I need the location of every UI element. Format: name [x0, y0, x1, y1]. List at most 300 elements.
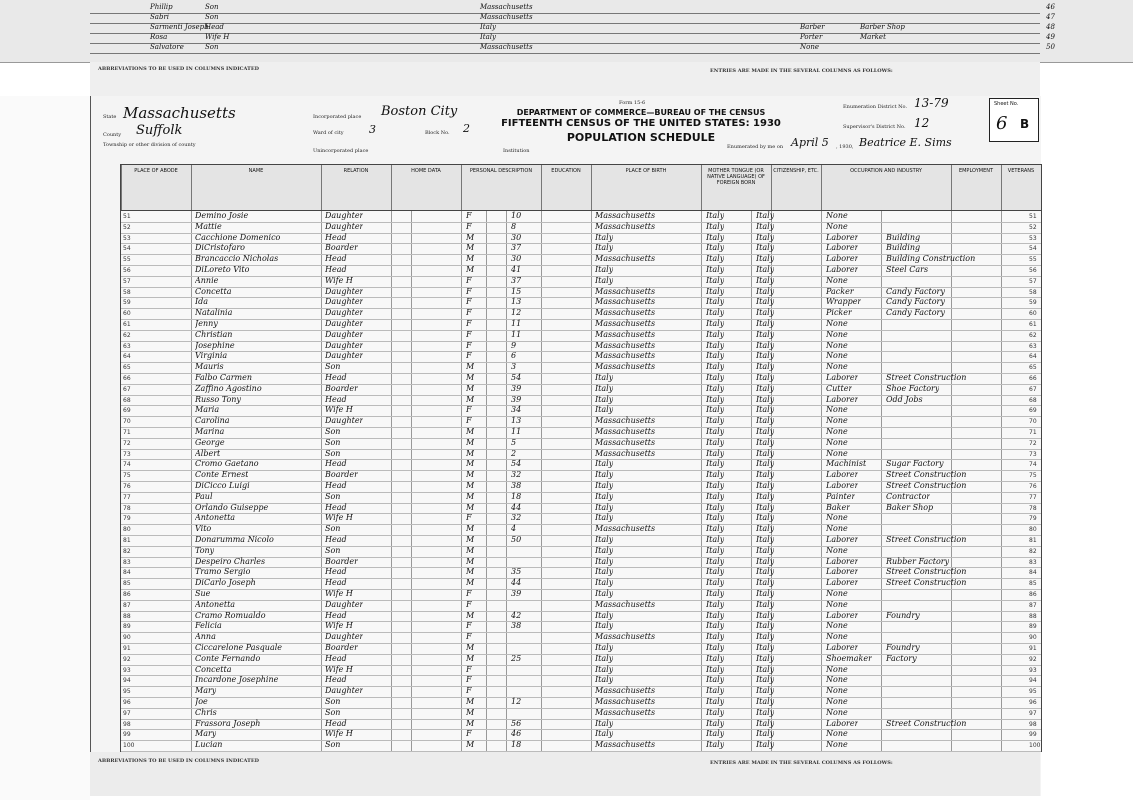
father-birthplace: Italy: [706, 707, 725, 717]
father-birthplace: Italy: [706, 470, 725, 480]
birthplace: Italy: [595, 513, 614, 523]
relation: Head: [325, 265, 347, 274]
row-number: 94: [123, 677, 131, 685]
relation: Son: [325, 740, 341, 750]
sex: F: [466, 632, 472, 642]
age: 11: [511, 319, 522, 328]
row-number-right: 72: [1029, 439, 1037, 447]
sex: M: [466, 481, 475, 490]
age: 32: [511, 470, 522, 480]
relation: Son: [205, 43, 219, 51]
sex: M: [466, 545, 475, 555]
mother-birthplace: Italy: [756, 653, 775, 663]
person-name: Anna: [195, 632, 216, 642]
row-number: 65: [123, 364, 131, 372]
relation: Daughter: [325, 297, 364, 307]
sheet-side: B: [1020, 117, 1030, 131]
person-name: Phillip: [150, 3, 173, 11]
relation: Son: [325, 491, 341, 501]
relation: Head: [325, 254, 347, 264]
father-birthplace: Italy: [706, 632, 725, 642]
occupation: Laborer: [826, 481, 859, 490]
industry: Contractor: [886, 491, 931, 501]
row-number: 89: [123, 623, 131, 631]
father-birthplace: Italy: [706, 675, 725, 685]
mother-birthplace: Italy: [756, 707, 775, 717]
sex: M: [466, 373, 475, 382]
row-number-right: 95: [1029, 688, 1037, 696]
relation: Boarder: [325, 383, 358, 393]
person-name: Tramo Sergio: [195, 567, 251, 577]
population-grid: [120, 210, 1042, 752]
age: 44: [511, 578, 522, 588]
row-number: 51: [123, 213, 131, 220]
person-name: Annie: [195, 275, 219, 285]
enumerated-label: Enumerated by me on: [727, 144, 784, 150]
occupation: Laborer: [826, 470, 859, 480]
row-number: 100: [123, 742, 135, 750]
relation: Head: [325, 535, 347, 544]
column-header-band: [120, 164, 1042, 212]
occupation: Laborer: [826, 243, 859, 253]
row-number: 71: [123, 429, 131, 436]
sheet-label: Sheet No.: [994, 101, 1019, 107]
column-group-header: EMPLOYMENT: [958, 168, 994, 174]
column-divider: [391, 165, 392, 211]
person-name: George: [195, 437, 225, 447]
age: 42: [511, 610, 522, 620]
row-number-right: 58: [1029, 288, 1037, 296]
birthplace: Italy: [595, 265, 614, 274]
person-name: Marina: [195, 427, 225, 436]
row-number-right: 75: [1029, 472, 1037, 480]
row-number: 81: [123, 537, 131, 544]
person-name: Tony: [195, 545, 215, 555]
occupation: Barber: [800, 23, 825, 31]
mother-birthplace: Italy: [756, 524, 775, 534]
grid-row-line: [121, 686, 1041, 687]
relation: Head: [325, 232, 347, 242]
father-birthplace: Italy: [706, 686, 725, 696]
age: 37: [511, 243, 522, 253]
occupation: Laborer: [826, 718, 859, 728]
birthplace: Italy: [595, 643, 614, 652]
relation: Head: [325, 653, 347, 663]
row-number-right: 62: [1029, 331, 1037, 339]
birthplace: Massachusetts: [480, 13, 533, 21]
sheet-value: 6: [996, 113, 1008, 134]
row-number: 87: [123, 601, 131, 609]
person-name: Conte Fernando: [195, 653, 261, 663]
person-name: Josephine: [195, 340, 235, 350]
person-name: Cacchione Domenico: [195, 232, 281, 242]
person-name: Concetta: [195, 664, 232, 674]
person-name: DiCarlo Joseph: [195, 578, 256, 588]
birthplace: Italy: [595, 491, 614, 501]
father-birthplace: Italy: [706, 448, 725, 458]
row-number: 80: [123, 526, 131, 534]
ward-value: 3: [369, 123, 376, 136]
sex: M: [466, 470, 475, 480]
occupation: None: [826, 686, 848, 696]
industry: Sugar Factory: [886, 459, 944, 469]
mother-birthplace: Italy: [756, 243, 775, 253]
sex: F: [466, 211, 472, 220]
occupation: None: [826, 437, 848, 447]
sex: M: [466, 524, 475, 534]
row-number-right: 89: [1029, 623, 1037, 631]
sex: M: [466, 697, 475, 706]
mother-birthplace: Italy: [756, 405, 775, 415]
relation: Son: [325, 362, 341, 372]
father-birthplace: Italy: [706, 502, 725, 512]
age: 13: [511, 297, 522, 307]
row-number-right: 85: [1029, 580, 1037, 588]
row-number-right: 93: [1029, 666, 1037, 674]
column-divider: [951, 165, 952, 211]
age: 30: [511, 232, 522, 242]
person-name: Lucian: [195, 740, 223, 750]
column-divider: [591, 165, 592, 211]
mother-birthplace: Italy: [756, 740, 775, 750]
father-birthplace: Italy: [706, 265, 725, 274]
occupation: None: [826, 340, 848, 350]
relation: Boarder: [325, 470, 358, 480]
left-margin: [0, 96, 90, 800]
age: 39: [511, 589, 522, 598]
person-name: Cramo Romualdo: [195, 610, 266, 620]
father-birthplace: Italy: [706, 535, 725, 544]
age: 34: [511, 405, 522, 415]
sex: M: [466, 243, 475, 253]
column-divider: [121, 165, 122, 211]
census-title: FIFTEENTH CENSUS OF THE UNITED STATES: 1930: [501, 118, 781, 129]
industry: Foundry: [886, 610, 920, 620]
state-value: Massachusetts: [123, 104, 236, 122]
row-number: 66: [123, 375, 131, 382]
occupation: None: [826, 351, 848, 361]
row-number-right: 56: [1029, 267, 1037, 274]
relation: Boarder: [325, 643, 358, 652]
relation: Daughter: [325, 351, 364, 361]
father-birthplace: Italy: [706, 643, 725, 652]
place-value: Boston City: [381, 104, 458, 119]
person-name: Demino Josie: [195, 211, 249, 220]
sex: F: [466, 275, 472, 285]
birthplace: Italy: [595, 232, 614, 242]
row-number: 52: [123, 223, 131, 231]
birthplace: Massachusetts: [595, 362, 656, 372]
occupation: None: [800, 43, 819, 51]
age: 9: [511, 340, 517, 350]
mother-birthplace: Italy: [756, 383, 775, 393]
sex: F: [466, 297, 472, 307]
row-number-right: 94: [1029, 677, 1037, 685]
father-birthplace: Italy: [706, 578, 725, 588]
sex: M: [466, 535, 475, 544]
father-birthplace: Italy: [706, 221, 725, 231]
mother-birthplace: Italy: [756, 340, 775, 350]
father-birthplace: Italy: [706, 373, 725, 382]
birthplace: Massachusetts: [595, 211, 656, 220]
mother-birthplace: Italy: [756, 675, 775, 685]
row-number: 98: [123, 720, 131, 728]
institution-label: Institution: [503, 148, 530, 154]
industry: Building: [886, 243, 921, 253]
row-number: 62: [123, 331, 131, 339]
mother-birthplace: Italy: [756, 632, 775, 642]
occupation: Cutter: [826, 383, 853, 393]
relation: Head: [325, 567, 347, 577]
person-name: Albert: [195, 448, 221, 458]
person-name: Jenny: [195, 319, 218, 328]
sex: F: [466, 513, 472, 523]
relation: Daughter: [325, 329, 364, 339]
column-divider: [771, 165, 772, 211]
relation: Boarder: [325, 243, 358, 253]
relation: Daughter: [325, 686, 364, 696]
row-number-right: 79: [1029, 515, 1037, 523]
grid-row-line: [121, 589, 1041, 590]
block-value: 2: [463, 122, 470, 135]
age: 38: [511, 481, 522, 490]
row-number: 73: [123, 450, 131, 458]
grid-row-line: [121, 449, 1041, 450]
relation: Daughter: [325, 286, 364, 296]
row-number-right: 99: [1029, 731, 1037, 739]
row-number: 68: [123, 396, 131, 404]
prev-sheet-row-line: [90, 34, 1040, 44]
district-label: Enumeration District No.: [843, 104, 908, 110]
person-name: Antonetta: [195, 599, 236, 609]
sex: M: [466, 459, 475, 469]
row-number-right: 78: [1029, 504, 1037, 512]
occupation: None: [826, 621, 848, 631]
industry: Street Construction: [886, 481, 967, 490]
sex: F: [466, 686, 472, 696]
prev-sheet-row-line: [90, 44, 1040, 54]
department-title: DEPARTMENT OF COMMERCE—BUREAU OF THE CENSUS: [516, 108, 766, 117]
sex: M: [466, 502, 475, 512]
grid-row-line: [121, 438, 1041, 439]
occupation: None: [826, 729, 848, 739]
row-number: 77: [123, 493, 131, 501]
birthplace: Massachusetts: [595, 524, 656, 534]
column-group-header: NAME: [248, 168, 264, 174]
sex: M: [466, 718, 475, 728]
sex: M: [466, 610, 475, 620]
mother-birthplace: Italy: [756, 362, 775, 372]
age: 54: [511, 459, 522, 469]
father-birthplace: Italy: [706, 697, 725, 706]
person-name: Russo Tony: [195, 394, 241, 404]
sex: F: [466, 351, 472, 361]
place-label: Incorporated place: [313, 114, 362, 120]
mother-birthplace: Italy: [756, 416, 775, 426]
birthplace: Italy: [595, 567, 614, 577]
row-number: 75: [123, 472, 131, 480]
person-name: Natalinia: [195, 308, 233, 318]
father-birthplace: Italy: [706, 481, 725, 490]
occupation: None: [826, 545, 848, 555]
father-birthplace: Italy: [706, 621, 725, 631]
row-number: 88: [123, 612, 131, 620]
sex: F: [466, 319, 472, 328]
age: 4: [511, 524, 517, 534]
father-birthplace: Italy: [706, 329, 725, 339]
father-birthplace: Italy: [706, 394, 725, 404]
state-label: State: [103, 114, 117, 120]
occupation: None: [826, 599, 848, 609]
relation: Daughter: [325, 340, 364, 350]
row-number: 82: [123, 547, 131, 555]
mother-birthplace: Italy: [756, 329, 775, 339]
industry: Street Construction: [886, 578, 967, 588]
row-number-right: 76: [1029, 483, 1037, 490]
person-name: Incardone Josephine: [195, 675, 279, 685]
sex: M: [466, 254, 475, 264]
person-name: Mary: [195, 686, 217, 696]
row-number: 92: [123, 655, 131, 663]
age: 35: [511, 567, 522, 577]
county-value: Suffolk: [136, 123, 183, 138]
relation: Son: [325, 707, 341, 717]
mother-birthplace: Italy: [756, 556, 775, 566]
father-birthplace: Italy: [706, 405, 725, 415]
column-divider: [541, 165, 542, 211]
abbrev-title-bottom: ABBREVIATIONS TO BE USED IN COLUMNS INDICATED: [98, 758, 259, 764]
grid-row-line: [121, 351, 1041, 352]
mother-birthplace: Italy: [756, 394, 775, 404]
father-birthplace: Italy: [706, 254, 725, 264]
relation: Daughter: [325, 211, 364, 220]
column-group-header: EDUCATION: [551, 168, 581, 174]
relation: Head: [325, 578, 347, 588]
birthplace: Massachusetts: [595, 599, 656, 609]
sex: M: [466, 427, 475, 436]
birthplace: Italy: [595, 545, 614, 555]
birthplace: Italy: [595, 502, 614, 512]
mother-birthplace: Italy: [756, 664, 775, 674]
row-number: 83: [123, 558, 131, 566]
industry: Shoe Factory: [886, 383, 940, 393]
birthplace: Massachusetts: [595, 707, 656, 717]
birthplace: Italy: [595, 675, 614, 685]
father-birthplace: Italy: [706, 437, 725, 447]
sex: M: [466, 578, 475, 588]
row-number-right: 68: [1029, 396, 1037, 404]
column-divider: [321, 165, 322, 211]
age: 13: [511, 416, 522, 426]
sex: F: [466, 405, 472, 415]
occupation: None: [826, 362, 848, 372]
industry: Baker Shop: [886, 502, 934, 512]
age: 10: [511, 211, 522, 220]
birthplace: Italy: [595, 383, 614, 393]
mother-birthplace: Italy: [756, 643, 775, 652]
birthplace: Italy: [595, 729, 614, 739]
grid-row-line: [121, 427, 1041, 428]
supervisor-value: 12: [914, 116, 930, 130]
row-number: 61: [123, 321, 131, 328]
row-number: 46: [1046, 3, 1055, 11]
occupation: Painter: [826, 491, 856, 501]
age: 8: [511, 221, 517, 231]
mother-birthplace: Italy: [756, 502, 775, 512]
age: 32: [511, 513, 522, 523]
row-number: 54: [123, 245, 131, 253]
sex: F: [466, 729, 472, 739]
age: 46: [511, 729, 522, 739]
row-number-right: 98: [1029, 720, 1037, 728]
mother-birthplace: Italy: [756, 470, 775, 480]
industry: Street Construction: [886, 470, 967, 480]
row-number-right: 97: [1029, 709, 1037, 717]
row-number-right: 71: [1029, 429, 1037, 436]
relation: Wife H: [325, 589, 353, 598]
sex: F: [466, 329, 472, 339]
district-value: 13-79: [914, 96, 949, 110]
age: 50: [511, 535, 522, 544]
sex: M: [466, 394, 475, 404]
father-birthplace: Italy: [706, 297, 725, 307]
relation: Son: [325, 524, 341, 534]
row-number: 85: [123, 580, 131, 588]
birthplace: Italy: [595, 373, 614, 382]
row-number-right: 88: [1029, 612, 1037, 620]
industry: Street Construction: [886, 535, 967, 544]
row-number: 95: [123, 688, 131, 696]
father-birthplace: Italy: [706, 524, 725, 534]
relation: Head: [325, 718, 347, 728]
birthplace: Italy: [595, 578, 614, 588]
mother-birthplace: Italy: [756, 221, 775, 231]
sex: M: [466, 556, 475, 566]
birthplace: Massachusetts: [595, 329, 656, 339]
person-name: Felicia: [195, 621, 222, 631]
row-number-right: 57: [1029, 277, 1037, 285]
father-birthplace: Italy: [706, 275, 725, 285]
person-name: Ciccarelone Pasquale: [195, 643, 283, 652]
person-name: Antonetta: [195, 513, 236, 523]
sex: M: [466, 232, 475, 242]
occupation: None: [826, 211, 848, 220]
row-number: 99: [123, 731, 131, 739]
occupation: Laborer: [826, 578, 859, 588]
row-number-right: 92: [1029, 655, 1037, 663]
father-birthplace: Italy: [706, 383, 725, 393]
father-birthplace: Italy: [706, 599, 725, 609]
occupation: None: [826, 448, 848, 458]
row-number-right: 73: [1029, 450, 1037, 458]
relation: Head: [325, 373, 347, 382]
father-birthplace: Italy: [706, 545, 725, 555]
industry: Factory: [886, 653, 917, 663]
birthplace: Italy: [595, 243, 614, 253]
relation: Head: [325, 502, 347, 512]
row-number-right: 87: [1029, 601, 1037, 609]
form-number: Form 15-6: [619, 100, 646, 106]
row-number-right: 67: [1029, 385, 1037, 393]
grid-row-line: [121, 729, 1041, 730]
birthplace: Italy: [595, 481, 614, 490]
sex: F: [466, 621, 472, 631]
occupation: Laborer: [826, 610, 859, 620]
occupation: Laborer: [826, 556, 859, 566]
column-group-header: PLACE OF BIRTH: [625, 168, 667, 174]
enumerated-date: April 5: [791, 136, 829, 149]
column-group-header: MOTHER TONGUE (OR NATIVE LANGUAGE) OF FOREIGN BORN: [707, 168, 765, 186]
